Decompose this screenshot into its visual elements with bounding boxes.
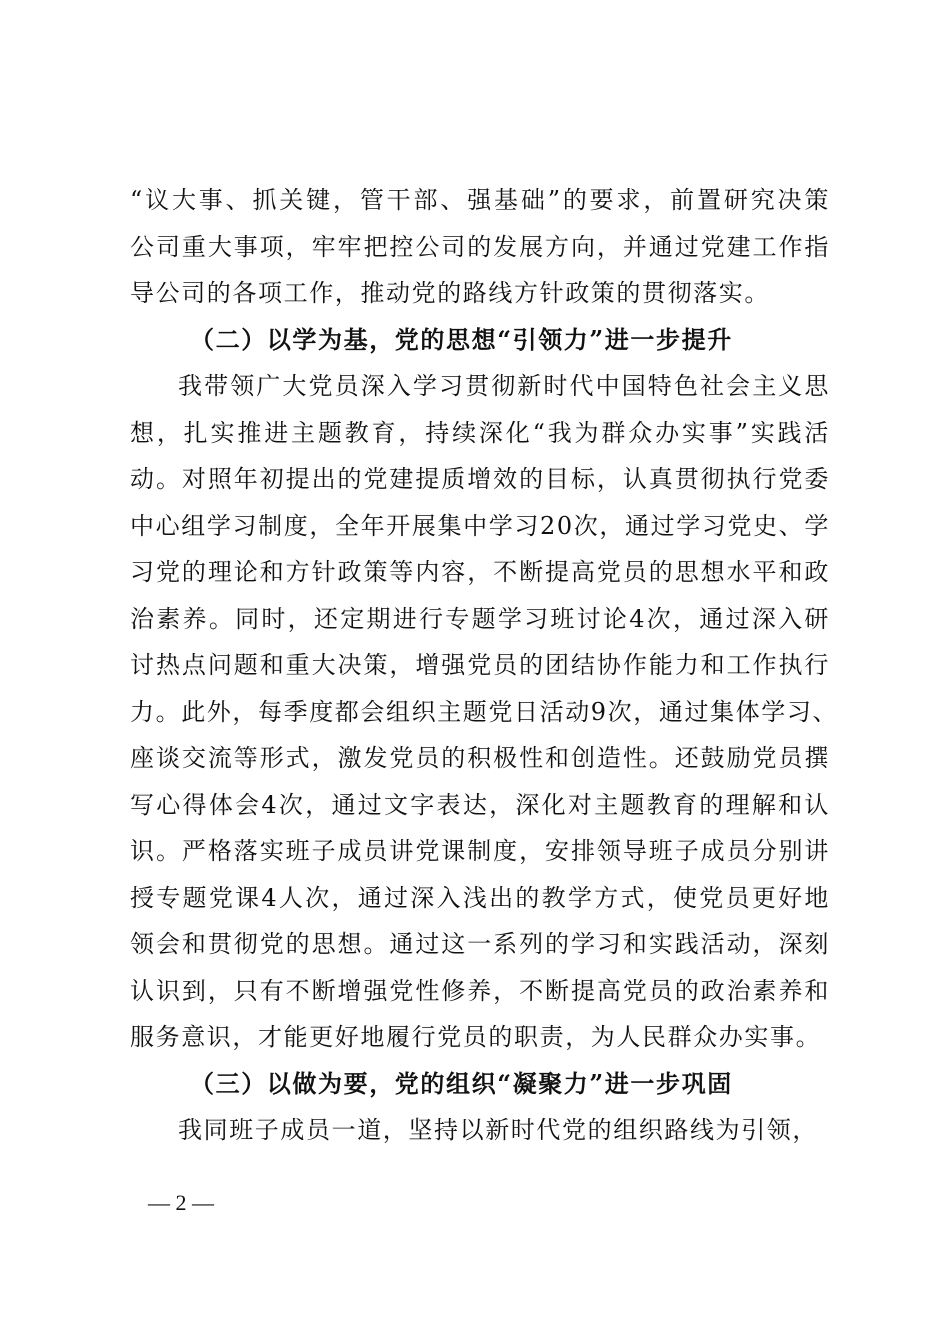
text-line: 动。对照年初提出的党建提质增效的目标，认真贯彻执行党委: [130, 465, 830, 493]
text-line: 导公司的各项工作，推动党的路线方针政策的贯彻落实。: [130, 279, 770, 307]
text-line: 力。此外，每季度都会组织主题党日活动9次，通过集体学习、: [130, 697, 839, 726]
text-line: 认识到，只有不断增强党性修养，不断提高党员的政治素养和: [130, 976, 830, 1005]
text-line: 讨热点问题和重大决策，增强党员的团结协作能力和工作执行: [130, 651, 830, 679]
section-heading: （二）以学为基，党的思想“引领力”进一步提升: [190, 324, 733, 354]
page-number: — 2 —: [148, 1190, 214, 1215]
text-line: 公司重大事项，牢牢把控公司的发展方向，并通过党建工作指: [130, 232, 830, 261]
text-line: 我同班子成员一道，坚持以新时代党的组织路线为引领，: [178, 1116, 818, 1144]
text-line: 治素养。同时，还定期进行专题学习班讨论4次，通过深入研: [130, 604, 830, 633]
text-line: “议大事、抓关键，管干部、强基础”的要求，前置研究决策: [130, 186, 830, 214]
text-line: 识。严格落实班子成员讲党课制度，安排领导班子成员分别讲: [130, 837, 830, 865]
text-line: 中心组学习制度，全年开展集中学习20次，通过学习党史、学: [130, 511, 830, 540]
text-line: 座谈交流等形式，激发党员的积极性和创造性。还鼓励党员撰: [130, 744, 830, 772]
text-line: 授专题党课4人次，通过深入浅出的教学方式，使党员更好地: [130, 883, 830, 912]
text-line: 服务意识，才能更好地履行党员的职责，为人民群众办实事。: [130, 1023, 822, 1051]
body-text: [130, 177, 839, 1154]
text-line: 我带领广大党员深入学习贯彻新时代中国特色社会主义思: [178, 372, 830, 400]
text-line: 写心得体会4次，通过文字表达，深化对主题教育的理解和认: [130, 790, 830, 819]
section-heading: （三）以做为要，党的组织“凝聚力”进一步巩固: [190, 1068, 733, 1098]
text-line: 想，扎实推进主题教育，持续深化“我为群众办实事”实践活: [130, 418, 830, 447]
text-line: 习党的理论和方针政策等内容，不断提高党员的思想水平和政: [130, 558, 830, 586]
text-line: 领会和贯彻党的思想。通过这一系列的学习和实践活动，深刻: [130, 930, 830, 958]
